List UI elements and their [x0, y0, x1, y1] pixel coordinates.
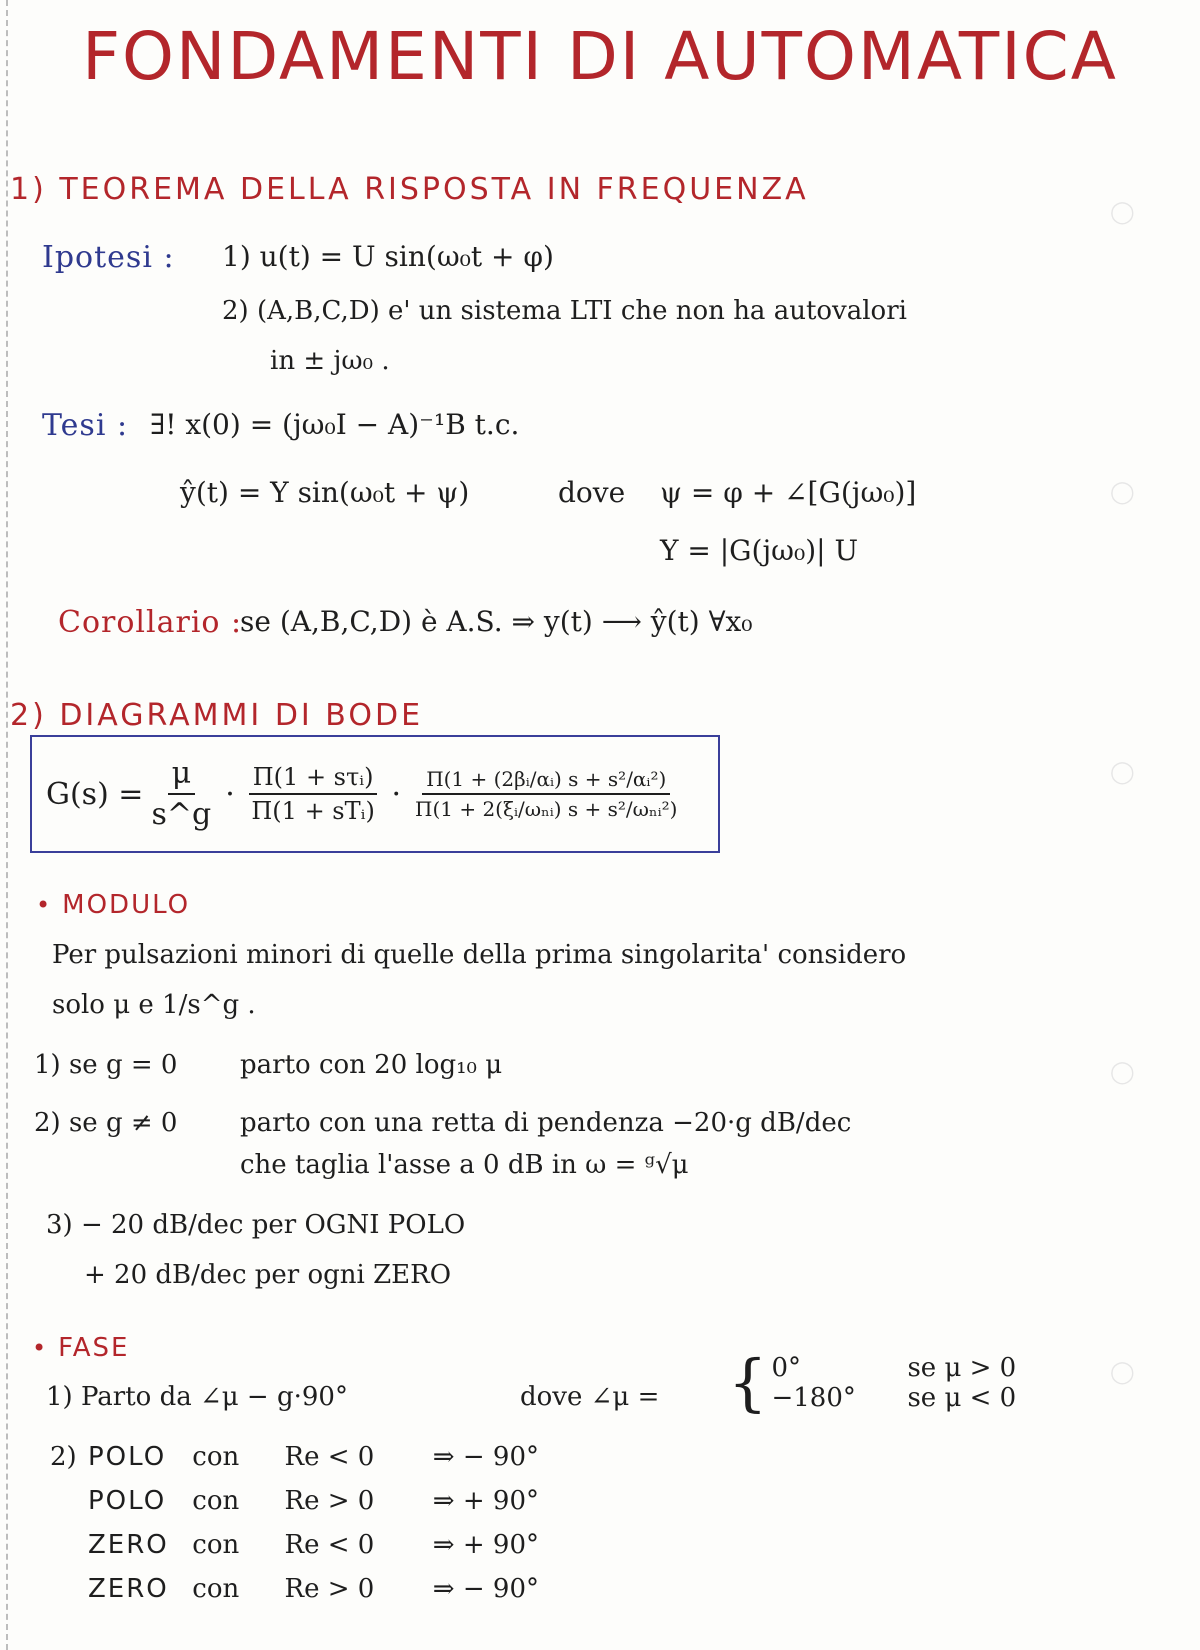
modulo-item3-a: 3) − 20 dB/dec per OGNI POLO	[46, 1210, 466, 1240]
modulo-item3-b: + 20 dB/dec per ogni ZERO	[84, 1260, 452, 1290]
formula-fraction-gain: $\frac{\mu}{s\^{}g}$	[151, 756, 212, 832]
bleed-through-mark: ◯	[1110, 1060, 1135, 1085]
formula-fraction-complex: $\frac{\text{Π(1 + (2βᵢ/αᵢ) s + s²/αᵢ²)}}{\text{Π(1 + 2(ξᵢ/ωₙᵢ) s + s²/ωₙᵢ²)}}$	[415, 767, 678, 821]
bullet-icon: •	[36, 891, 53, 919]
page-margin	[6, 0, 8, 1650]
brace-icon: {	[728, 1346, 768, 1419]
fase-item1: 1) Parto da ∠μ − g·90°	[46, 1382, 348, 1412]
modulo-item2-label: 2) se g ≠ 0	[34, 1108, 178, 1138]
corollario-label: Corollario :	[58, 605, 243, 640]
tesi-psi: ψ = φ + ∠[G(jω₀)]	[660, 476, 917, 509]
bleed-through-mark: ◯	[1110, 1360, 1135, 1385]
bleed-through-mark: ◯	[1110, 480, 1135, 505]
modulo-item1-label: 1) se g = 0	[34, 1050, 178, 1080]
fase-rule-row: ZERO con Re > 0 ⇒ − 90°	[88, 1574, 539, 1604]
formula-lhs: G(s) =	[46, 776, 144, 812]
modulo-item2-text: parto con una retta di pendenza −20·g dB/dec	[240, 1108, 852, 1138]
section-heading-risposta-frequenza: 1) TEOREMA DELLA RISPOSTA IN FREQUENZA	[10, 172, 809, 207]
cases-block	[771, 1353, 1016, 1413]
case-row: −180° se μ < 0	[771, 1382, 1017, 1413]
tesi-1: ∃! x(0) = (jω₀I − A)⁻¹B t.c.	[150, 408, 520, 441]
bleed-through-mark: ◯	[1110, 760, 1135, 785]
modulo-line2: solo μ e 1/s^g .	[52, 990, 256, 1020]
formula-fraction-real: $\frac{\text{Π(1 + sτᵢ)}}{\text{Π(1 + sTᵢ)}}$	[249, 763, 378, 825]
tesi-label: Tesi :	[42, 408, 129, 443]
modulo-item2-text-b: che taglia l'asse a 0 dB in ω = ᵍ√μ	[240, 1150, 689, 1180]
ipotesi-1: 1) u(t) = U sin(ω₀t + φ)	[222, 240, 554, 273]
fase-rule-row: POLO con Re > 0 ⇒ + 90°	[88, 1486, 539, 1516]
fase-mu-cases	[728, 1346, 1016, 1419]
fase-rule-row: ZERO con Re < 0 ⇒ + 90°	[88, 1530, 539, 1560]
ipotesi-2-cont: in ± jω₀ .	[270, 346, 390, 376]
bullet-icon: •	[32, 1334, 49, 1362]
tesi-Y: Y = |G(jω₀)| U	[660, 534, 859, 567]
case-row: 0° se μ > 0	[771, 1352, 1017, 1383]
ipotesi-2: 2) (A,B,C,D) e' un sistema LTI che non ha autovalori	[222, 296, 907, 326]
tesi-dove: dove	[558, 476, 626, 509]
fase-item2-prefix: 2)	[50, 1442, 77, 1472]
transfer-function-box	[30, 735, 720, 853]
formula-dot: ·	[391, 776, 402, 812]
section-heading-bode: 2) DIAGRAMMI DI BODE	[10, 698, 424, 733]
tesi-2: ŷ(t) = Y sin(ω₀t + ψ)	[180, 476, 470, 509]
modulo-heading: • MODULO	[36, 890, 191, 920]
corollario-text: se (A,B,C,D) è A.S. ⇒ y(t) ⟶ ŷ(t) ∀x₀	[240, 605, 753, 638]
bleed-through-mark: ◯	[1110, 200, 1135, 225]
fase-rule-row: POLO con Re < 0 ⇒ − 90°	[88, 1442, 539, 1472]
page-title: FONDAMENTI DI AUTOMATICA	[82, 18, 1118, 95]
formula-dot: ·	[225, 776, 235, 812]
fase-heading: • FASE	[32, 1333, 130, 1363]
ipotesi-label: Ipotesi :	[42, 240, 175, 275]
fase-item1-dove: dove ∠μ =	[520, 1382, 660, 1412]
modulo-line1: Per pulsazioni minori di quelle della prima singolarita' considero	[52, 940, 907, 970]
modulo-item1-text: parto con 20 log₁₀ μ	[240, 1050, 503, 1080]
